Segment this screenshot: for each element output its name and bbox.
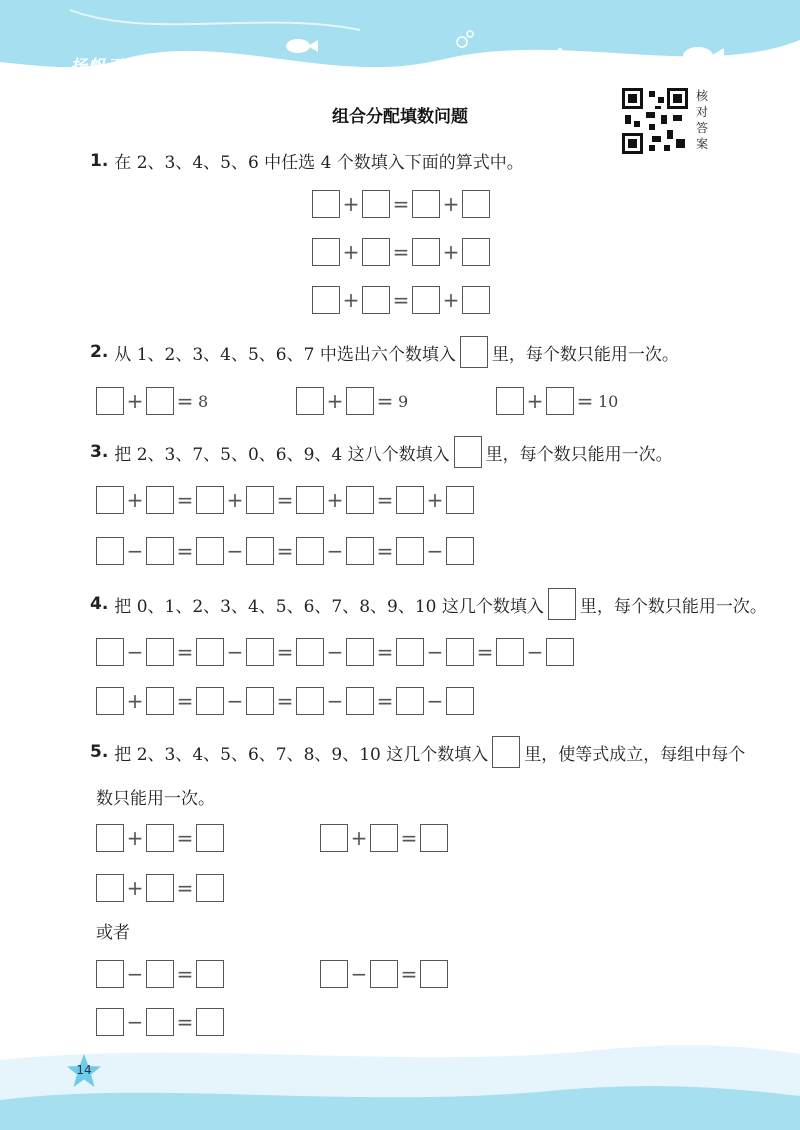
answer-box[interactable] — [146, 824, 174, 852]
equation-row: + = — [96, 872, 224, 904]
answer-box[interactable] — [96, 486, 124, 514]
answer-box[interactable] — [446, 486, 474, 514]
answer-box[interactable] — [96, 687, 124, 715]
answer-box[interactable] — [412, 190, 440, 218]
answer-box[interactable] — [146, 687, 174, 715]
answer-box[interactable] — [462, 286, 490, 314]
answer-box[interactable] — [146, 387, 174, 415]
equation-row: + = 10 — [496, 385, 618, 417]
equation-row: − = — [96, 958, 224, 990]
inline-box-icon — [454, 436, 482, 468]
equation-row: + = — [96, 822, 224, 854]
answer-box[interactable] — [146, 1008, 174, 1036]
answer-box[interactable] — [296, 687, 324, 715]
answer-box[interactable] — [96, 960, 124, 988]
answer-box[interactable] — [370, 960, 398, 988]
answer-box[interactable] — [412, 286, 440, 314]
answer-box[interactable] — [246, 687, 274, 715]
answer-box[interactable] — [346, 537, 374, 565]
answer-box[interactable] — [96, 824, 124, 852]
answer-box[interactable] — [420, 960, 448, 988]
answer-box[interactable] — [396, 486, 424, 514]
question-4: 4. 把 0、1、2、3、4、5、6、7、8、9、10 这几个数填入 里，每个数只能用一次。 — [90, 588, 767, 620]
equation-row: + = + = + = + — [96, 484, 474, 516]
answer-box[interactable] — [362, 238, 390, 266]
equation-row: + = — [320, 822, 448, 854]
answer-box[interactable] — [396, 537, 424, 565]
brand-logo-text: 扬帆天天练 — [70, 57, 160, 77]
answer-box[interactable] — [146, 874, 174, 902]
answer-box[interactable] — [446, 687, 474, 715]
page-number: 14 — [76, 1063, 92, 1077]
equation-row: − = − = − = − = − — [96, 636, 574, 668]
answer-box[interactable] — [446, 638, 474, 666]
answer-box[interactable] — [546, 387, 574, 415]
equation-row: + = − = − = − — [96, 685, 474, 717]
answer-box[interactable] — [196, 537, 224, 565]
question-2: 2. 从 1、2、3、4、5、6、7 中选出六个数填入 里，每个数只能用一次。 — [90, 336, 679, 368]
answer-box[interactable] — [462, 238, 490, 266]
answer-box[interactable] — [412, 238, 440, 266]
answer-box[interactable] — [296, 638, 324, 666]
answer-box[interactable] — [246, 537, 274, 565]
answer-box[interactable] — [546, 638, 574, 666]
answer-box[interactable] — [462, 190, 490, 218]
question-1: 1. 在 2、3、4、5、6 中任选 4 个数填入下面的算式中。 — [90, 150, 524, 173]
equation-row: + = 8 — [96, 385, 208, 417]
answer-box[interactable] — [396, 687, 424, 715]
equation-row: + = + — [312, 188, 490, 220]
answer-box[interactable] — [146, 638, 174, 666]
answer-box[interactable] — [296, 387, 324, 415]
footer-wave-band — [0, 1040, 800, 1130]
question-3: 3. 把 2、3、7、5、0、6、9、4 这八个数填入 里，每个数只能用一次。 — [90, 436, 673, 468]
answer-box[interactable] — [246, 486, 274, 514]
or-label: 或者 — [96, 923, 130, 943]
answer-box[interactable] — [396, 638, 424, 666]
equation-row: + = + — [312, 284, 490, 316]
answer-box[interactable] — [362, 190, 390, 218]
inline-box-icon — [460, 336, 488, 368]
answer-box[interactable] — [196, 638, 224, 666]
answer-box[interactable] — [146, 486, 174, 514]
answer-box[interactable] — [96, 874, 124, 902]
equation-row: − = − = − = − — [96, 535, 474, 567]
answer-box[interactable] — [146, 537, 174, 565]
answer-box[interactable] — [420, 824, 448, 852]
question-5: 5. 把 2、3、4、5、6、7、8、9、10 这几个数填入 里，使等式成立，每组中每个 — [90, 736, 745, 768]
answer-box[interactable] — [246, 638, 274, 666]
answer-box[interactable] — [320, 824, 348, 852]
inline-box-icon — [492, 736, 520, 768]
inline-box-icon — [548, 588, 576, 620]
answer-box[interactable] — [146, 960, 174, 988]
answer-box[interactable] — [362, 286, 390, 314]
answer-box[interactable] — [96, 1008, 124, 1036]
answer-box[interactable] — [196, 960, 224, 988]
equation-row: + = 9 — [296, 385, 408, 417]
answer-box[interactable] — [196, 687, 224, 715]
answer-box[interactable] — [496, 638, 524, 666]
answer-box[interactable] — [496, 387, 524, 415]
answer-box[interactable] — [312, 190, 340, 218]
answer-box[interactable] — [196, 1008, 224, 1036]
answer-box[interactable] — [296, 486, 324, 514]
answer-box[interactable] — [346, 687, 374, 715]
answer-box[interactable] — [196, 874, 224, 902]
answer-box[interactable] — [196, 824, 224, 852]
answer-box[interactable] — [346, 638, 374, 666]
answer-box[interactable] — [346, 486, 374, 514]
answer-box[interactable] — [320, 960, 348, 988]
answer-box[interactable] — [96, 638, 124, 666]
answer-box[interactable] — [312, 238, 340, 266]
answer-box[interactable] — [196, 486, 224, 514]
answer-box[interactable] — [370, 824, 398, 852]
answer-box[interactable] — [446, 537, 474, 565]
qr-code-icon — [622, 88, 688, 154]
answer-box[interactable] — [296, 537, 324, 565]
equation-row: + = + — [312, 236, 490, 268]
answer-box[interactable] — [96, 387, 124, 415]
page-title: 组合分配填数问题 — [332, 107, 468, 127]
equation-row: − = — [96, 1006, 224, 1038]
answer-box[interactable] — [96, 537, 124, 565]
qr-label: 核 对 答 案 — [696, 89, 709, 151]
answer-box[interactable] — [346, 387, 374, 415]
equation-row: − = — [320, 958, 448, 990]
question-5-line2: 数只能用一次。 — [96, 789, 215, 809]
answer-box[interactable] — [312, 286, 340, 314]
